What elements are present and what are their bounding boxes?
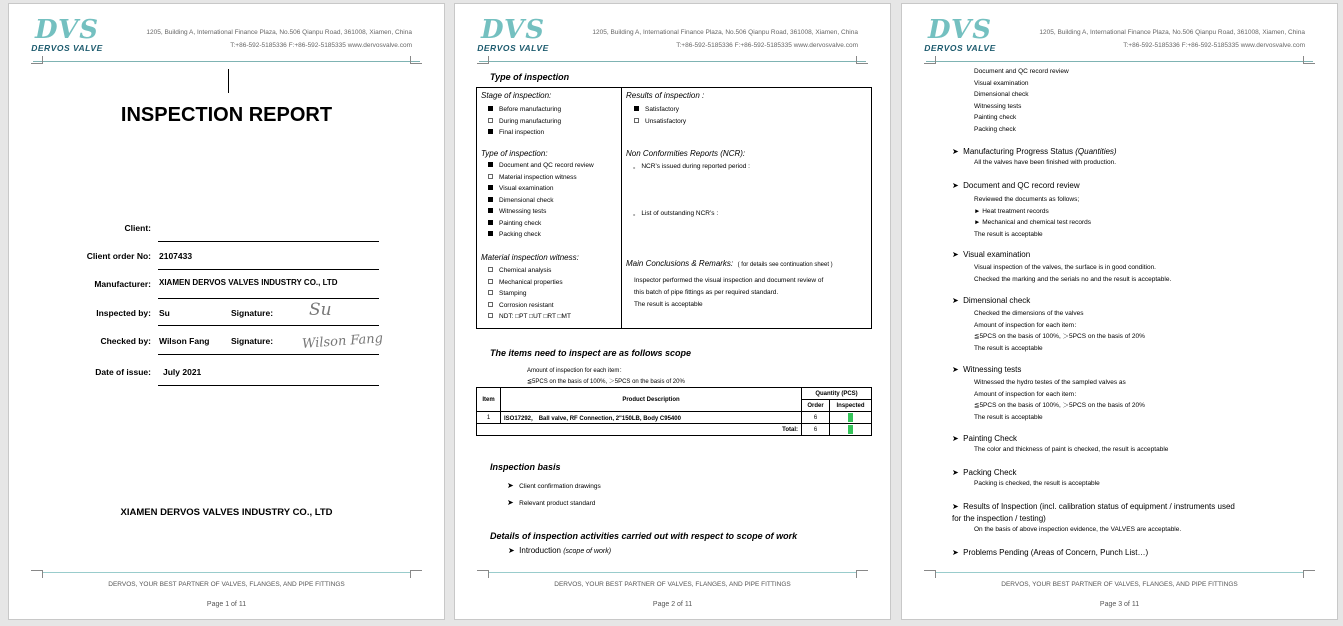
page-header [9,4,444,68]
checkbox-checked [488,231,493,236]
stage-heading: Stage of inspection: [481,91,552,100]
arrow-bullet-icon: ➤ [952,502,959,511]
col-desc: Product Description [501,388,802,412]
intro-item [508,546,611,555]
item-label: Chemical analysis [499,267,552,274]
page-header [902,4,1337,68]
section-title: Manufacturing Progress Status [963,147,1073,156]
scope-heading: The items need to inspect are as follows scope [490,348,692,358]
material-heading: Material inspection witness: [481,253,579,262]
underline [158,385,379,386]
section-title: Painting Check [963,434,1017,443]
page-header [455,4,890,68]
underline [158,325,379,326]
manufacturer-label: Manufacturer: [94,279,151,289]
corner-mark [410,56,422,64]
intro-label: Introduction [519,546,561,555]
order-value: 2107433 [159,251,193,261]
section-line: On the basis of above inspection evidence, the VALVES are acceptable. [974,526,1182,533]
page-number: Page 2 of 11 [652,601,693,608]
corner-mark [477,56,489,64]
col-inspected: Inspected [830,400,872,412]
section-document [952,181,1080,190]
item-label: Unsatisfactory [645,117,687,125]
col-qty: Quantity (PCS) [802,388,872,400]
conclusions-heading-text: Main Conclusions & Remarks: [626,259,734,268]
total-order: 6 [802,424,830,436]
checked-value: Wilson Fang [159,336,210,346]
basis-item-label: Relevant product standard [519,500,596,507]
arrow-bullet-icon: ➤ [952,147,959,156]
col-order: Order [802,400,830,412]
report-title: INSPECTION REPORT [120,104,333,126]
section-title: Witnessing tests [963,365,1022,374]
table-header-row [477,388,872,400]
signature-wilson: Wilson Fang [301,331,384,352]
address-line: 1205, Building A, International Finance Plaza, No.506 Qianpu Road, 361008, Xiamen, China [1039,29,1305,36]
section-witnessing [952,365,1021,374]
footer-rule [489,572,856,573]
address-line: 1205, Building A, International Finance Plaza, No.506 Qianpu Road, 361008, Xiamen, China [592,29,858,36]
details-heading: Details of inspection activities carried out with respect to scope of work [490,531,798,541]
scope-line: ≦5PCS on the basis of 100%, ＞5PCS on the basis of 20% [527,379,685,385]
section-title: Problems Pending (Areas of Concern, Punch List…) [963,548,1149,557]
conclusion-line: Inspector performed the visual inspection and document review of [634,277,824,284]
type-list [488,160,594,241]
item-label: During manufacturing [499,117,562,125]
corner-mark [856,570,868,578]
checkbox-checked [488,185,493,190]
list-item: Witnessing tests [974,102,1022,110]
section-title: Visual examination [963,250,1031,259]
date-label: Date of issue: [95,367,151,377]
item-label: Before manufacturing [499,106,562,113]
checkbox-checked [488,106,493,111]
item-label: Satisfactory [645,106,679,113]
inspection-type-box [476,87,872,329]
manufacturer-value: XIAMEN DERVOS VALVES INDUSTRY CO., LTD [159,278,338,287]
ncr-outstanding: 。 List of outstanding NCR’s : [633,210,719,217]
section-dimensional [952,296,1030,305]
type-of-inspection-heading: Type of inspection [490,72,570,82]
section-line: The result is acceptable [974,230,1043,238]
underline [158,298,379,299]
checkbox-empty [488,279,493,284]
corner-mark [31,570,43,578]
page-3 [901,3,1338,620]
total-inspected [830,424,872,436]
list-item: Visual examination [974,79,1029,87]
scope-line: Amount of inspection for each item： [527,368,626,374]
checkbox-checked [488,208,493,213]
section-line: Visual inspection of the valves, the surface is in good condition. [974,264,1156,271]
section-line: Amount of inspection for each item： [974,390,1081,398]
basis-item [507,498,595,507]
checkbox-checked [634,106,639,111]
contact-line: T:+86-592-5185336 F:+86-592-5185335 www.dervosvalve.com [1123,42,1305,49]
section-title: Packing Check [963,468,1017,477]
logo-name: DERVOS VALVE [477,43,549,53]
checkbox-item [634,104,686,116]
header-address [1039,26,1305,52]
footer-slogan: DERVOS, YOUR BEST PARTNER OF VALVES, FLANGES, AND PIPE FITTINGS [108,581,345,588]
item-label: NDT: □PT □UT □RT □MT [499,313,571,320]
section-note: (Quantities) [1075,147,1117,156]
arrow-bullet-icon: ➤ [952,468,959,477]
logo-mark: DVS [34,15,100,45]
section-title: Document and QC record review [963,181,1080,190]
arrow-bullet-icon: ➤ [952,434,959,443]
header-rule [479,61,866,62]
arrow-bullet-icon: ➤ [507,481,514,490]
conclusions-heading [626,253,833,271]
stage-list [488,104,561,139]
checkbox-empty [488,118,493,123]
section-line: ► Heat treatment records [974,207,1049,215]
signature-label: Signature: [231,308,274,318]
cell-inspected [830,412,872,424]
material-list [488,265,571,323]
results-heading: Results of inspection : [626,91,705,100]
ncr-heading: Non Conformities Reports (NCR): [626,149,746,158]
checkbox-item [488,265,571,277]
total-label: Total: [477,424,802,436]
list-item: Dimensional check [974,91,1029,98]
checkbox-item [488,206,594,218]
address-line: 1205, Building A, International Finance Plaza, No.506 Qianpu Road, 361008, Xiamen, China [146,29,412,36]
intro-note: (scope of work) [563,548,612,555]
section-results [952,502,1235,511]
section-line: The result is acceptable [974,413,1043,421]
section-line: ≦5PCS on the basis of 100%, ＞5PCS on the basis of 20% [974,402,1145,409]
company-logo [473,17,553,53]
arrow-bullet-icon: ➤ [952,548,959,557]
item-label: Corrosion resistant [499,301,554,309]
results-list [634,104,686,127]
underline [158,241,379,242]
section-body [974,262,1171,285]
section-packing [952,468,1017,477]
section-title: Results of Inspection (incl. calibration status of equipment / instruments used [963,502,1235,511]
arrow-bullet-icon: ➤ [952,296,959,305]
checkbox-item [634,116,686,128]
item-label: Dimensional check [499,196,554,204]
footer-rule [43,572,410,573]
checkbox-item [488,288,571,300]
corner-mark [1303,570,1315,578]
checkbox-item [488,183,594,195]
section-title: Dimensional check [963,296,1031,305]
checkbox-item [488,218,594,230]
checkbox-item [488,229,594,241]
list-item: Packing check [974,125,1016,133]
text-cursor [228,69,229,93]
checkbox-item [488,172,594,184]
page-number: Page 1 of 11 [206,601,247,608]
contact-line: T:+86-592-5185336 F:+86-592-5185335 www.dervosvalve.com [676,42,858,49]
item-label: Stamping [499,290,527,297]
checkbox-item [488,160,594,172]
section-body [974,194,1091,240]
basis-item [507,481,601,490]
box-divider [621,88,622,328]
item-label: Visual examination [499,185,554,192]
footer-rule [936,572,1303,573]
contact-line: T:+86-592-5185336 F:+86-592-5185335 www.dervosvalve.com [230,42,412,49]
conclusion-line: The result is acceptable [634,301,703,308]
company-logo [920,17,1000,53]
corner-mark [856,56,868,64]
section-line: ► Mechanical and chemical test records [974,219,1091,226]
item-label: Witnessing tests [499,208,547,215]
conclusions-text [634,275,823,311]
ncr-issued: 。 NCR’s issued during reported period : [633,163,750,170]
company-name: XIAMEN DERVOS VALVES INDUSTRY CO., LTD [120,507,333,518]
footer-slogan: DERVOS, YOUR BEST PARTNER OF VALVES, FLANGES, AND PIPE FITTINGS [554,581,791,588]
page-2 [454,3,891,620]
logo-mark: DVS [480,15,546,45]
checkbox-item [488,116,561,128]
corner-mark [31,56,43,64]
col-item: Item [477,388,501,412]
section-body [974,308,1145,354]
section-line: Witnessed the hydro testes of the sampled valves as [974,379,1126,386]
order-label: Client order No: [86,251,151,261]
corner-mark [924,570,936,578]
table-row [477,412,872,424]
arrow-bullet-icon: ➤ [952,181,959,190]
underline [158,269,379,270]
item-label: Painting check [499,219,542,227]
header-rule [926,61,1313,62]
highlighted-value: 6 [848,425,853,434]
conclusions-note: ( for details see continuation sheet ) [737,262,833,268]
logo-name: DERVOS VALVE [924,43,996,53]
list-item: Document and QC record review [974,68,1069,75]
logo-mark: DVS [927,15,993,45]
checkbox-checked [488,162,493,167]
corner-mark [477,570,489,578]
underline [158,354,379,355]
checkbox-empty [488,302,493,307]
list-item: Painting check [974,114,1017,121]
section-line: Packing is checked, the result is acceptable [974,480,1100,487]
ncr-issued-text: NCR’s issued during reported period : [641,163,750,170]
section-title-cont: for the inspection / testing) [952,514,1046,523]
basis-item-label: Client confirmation drawings [519,483,601,490]
section-line: Checked the dimensions of the valves [974,310,1084,317]
arrow-bullet-icon: ➤ [952,250,959,259]
ncr-outstanding-text: List of outstanding NCR’s : [641,210,719,217]
header-address [146,26,412,52]
arrow-bullet-icon: ➤ [508,546,515,555]
item-label: Material inspection witness [499,173,577,181]
item-label: Packing check [499,231,541,238]
activity-list [974,66,1069,135]
section-painting [952,434,1017,443]
section-line: Reviewed the documents as follows; [974,196,1080,203]
page-1 [8,3,445,620]
conclusion-line: this batch of pipe fittings as per required standard. [634,289,779,296]
checkbox-item [488,311,571,323]
checkbox-item [488,277,571,289]
checked-label: Checked by: [100,336,151,346]
logo-name: DERVOS VALVE [31,43,103,53]
checkbox-empty [634,118,639,123]
section-line: Checked the marking and the serials no and the result is acceptable. [974,275,1172,283]
page-number: Page 3 of 11 [1099,601,1140,608]
item-label: Document and QC record review [499,162,594,169]
inspected-label: Inspected by: [96,308,151,318]
corner-mark [410,570,422,578]
table-total-row [477,424,872,436]
section-line: ≦5PCS on the basis of 100%, ＞5PCS on the basis of 20% [974,333,1145,340]
signature-label: Signature: [231,336,274,346]
checkbox-item [488,104,561,116]
section-line: Amount of inspection for each item： [974,321,1081,329]
item-label: Mechanical properties [499,278,563,286]
arrow-bullet-icon: ➤ [952,365,959,374]
scope-text [527,366,685,388]
header-address [592,26,858,52]
checkbox-checked [488,220,493,225]
inspected-value: Su [159,308,170,318]
type-sub-heading: Type of inspection: [481,149,548,158]
corner-mark [924,56,936,64]
item-label: Final inspection [499,129,545,136]
cell-order: 6 [802,412,830,424]
section-visual [952,250,1030,259]
checkbox-empty [488,290,493,295]
footer-slogan: DERVOS, YOUR BEST PARTNER OF VALVES, FLANGES, AND PIPE FITTINGS [1001,581,1238,588]
checkbox-checked [488,129,493,134]
header-rule [33,61,420,62]
signature-su: Su [309,300,332,320]
checkbox-item [488,127,561,139]
checkbox-item [488,195,594,207]
section-line: The result is acceptable [974,344,1043,352]
section-problems [952,548,1148,557]
checkbox-empty [488,313,493,318]
checkbox-empty [488,174,493,179]
basis-heading: Inspection basis [490,462,561,472]
quantity-table [476,387,872,436]
date-value: July 2021 [163,367,202,377]
corner-mark [1303,56,1315,64]
cell-desc: ISO17292， Ball valve, RF Connection, 2"150LB, Body C95400 [501,412,802,424]
company-logo [27,17,107,53]
client-label: Client: [124,223,151,233]
checkbox-item [488,300,571,312]
arrow-bullet-icon: ➤ [507,498,514,507]
checkbox-empty [488,267,493,272]
checkbox-checked [488,197,493,202]
section-line: All the valves have been finished with production. [974,159,1117,166]
section-progress [952,147,1117,156]
highlighted-value: 6 [848,413,853,422]
section-body [974,377,1145,423]
section-line: The color and thickness of paint is checked, the result is acceptable [974,446,1169,453]
cell-item: 1 [477,412,501,424]
